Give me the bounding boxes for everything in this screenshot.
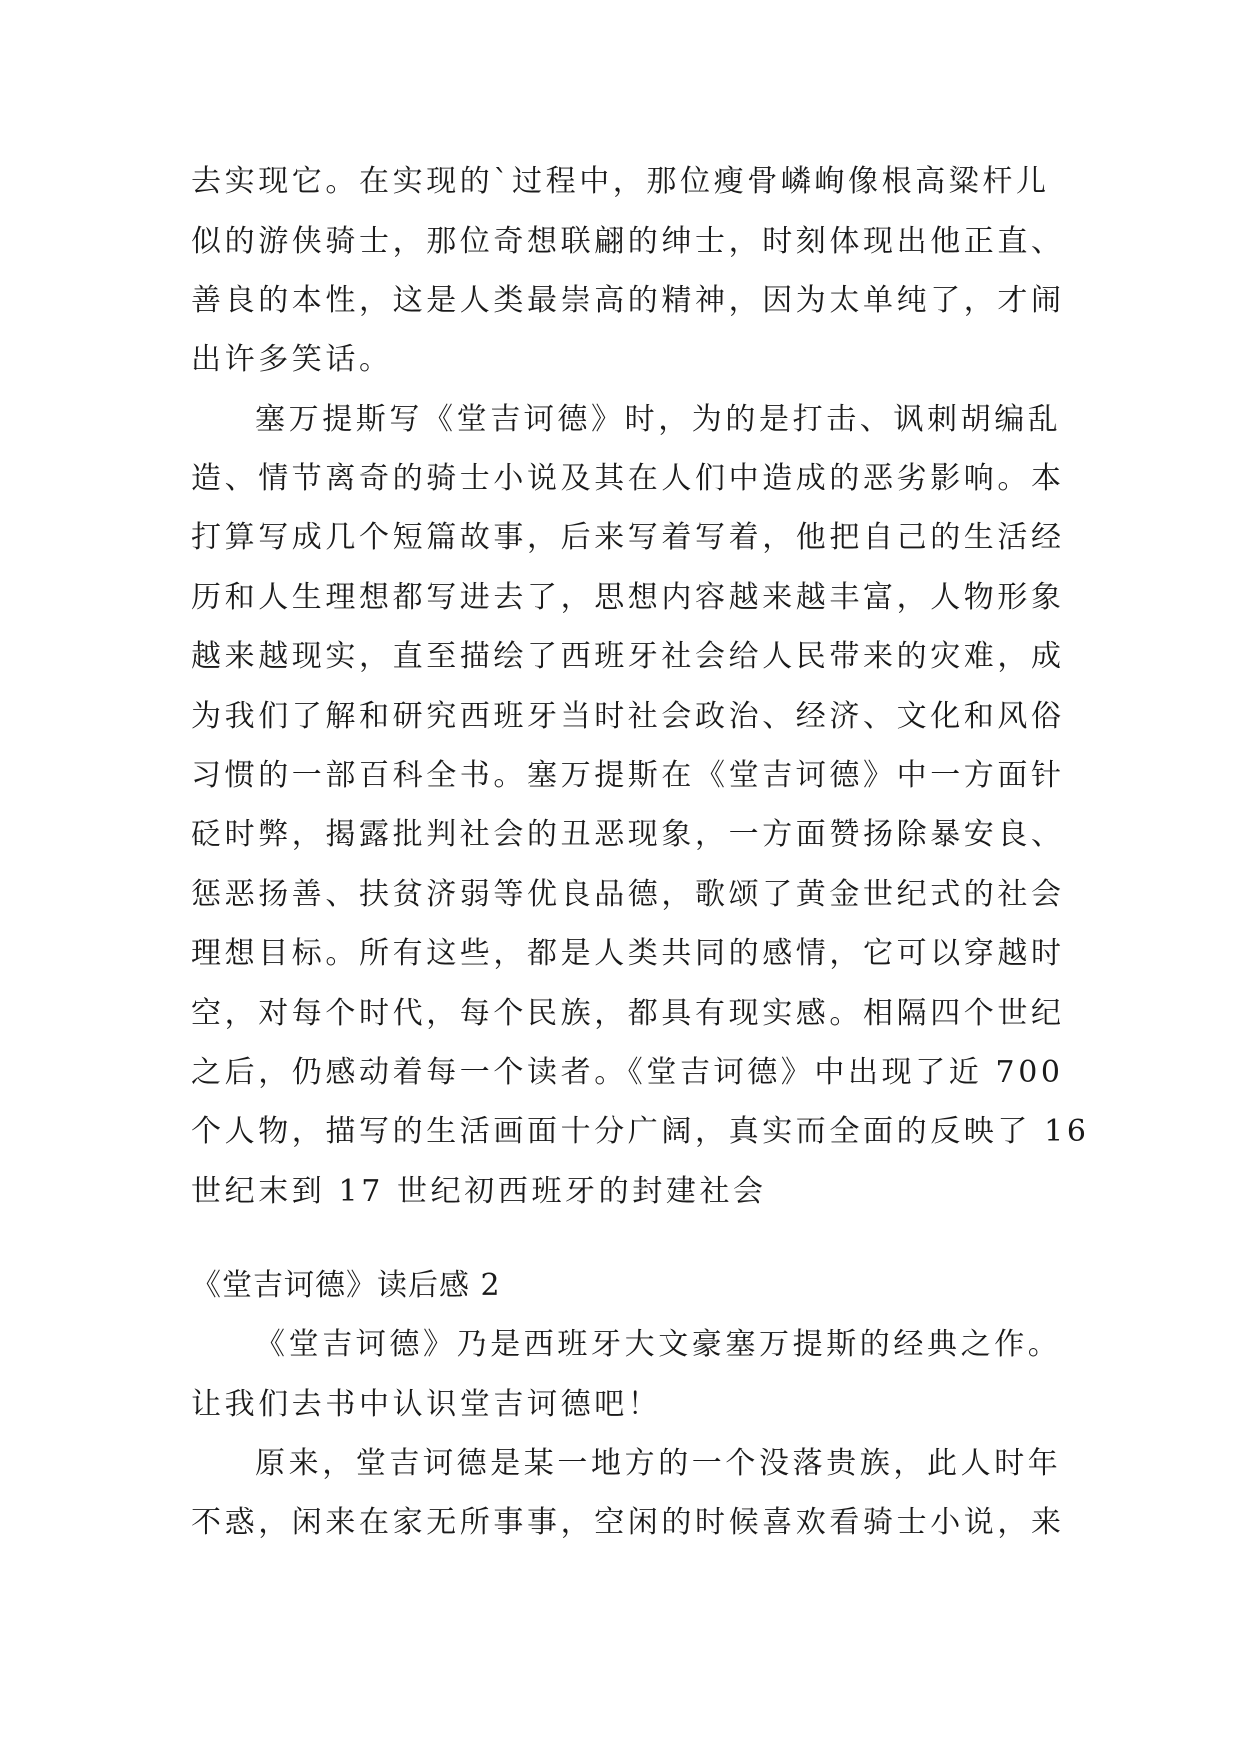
paragraph-1-line-3: 善良的本性，这是人类最崇高的精神，因为太单纯了，才闹 bbox=[191, 283, 1065, 318]
section-heading: 《堂吉诃德》读后感 2 bbox=[191, 1268, 501, 1303]
paragraph-2-line-2: 造、情节离奇的骑士小说及其在人们中造成的恶劣影响。本 bbox=[191, 461, 1065, 496]
paragraph-2-line-8: 砭时弊，揭露批判社会的丑恶现象，一方面赞扬除暴安良、 bbox=[191, 817, 1065, 852]
paragraph-2-line-9: 惩恶扬善、扶贫济弱等优良品德，歌颂了黄金世纪式的社会 bbox=[191, 877, 1065, 912]
paragraph-3-line-2: 让我们去书中认识堂吉诃德吧！ bbox=[191, 1387, 662, 1422]
paragraph-4-line-2: 不惑，闲来在家无所事事，空闲的时候喜欢看骑士小说，来 bbox=[191, 1505, 1065, 1540]
paragraph-2-line-12: 之后，仍感动着每一个读者。《堂吉诃德》中出现了近 700 bbox=[191, 1055, 1064, 1090]
paragraph-3-line-1: 《堂吉诃德》乃是西班牙大文豪塞万提斯的经典之作。 bbox=[255, 1327, 1062, 1362]
paragraph-2-line-4: 历和人生理想都写进去了，思想内容越来越丰富，人物形象 bbox=[191, 580, 1065, 615]
paragraph-1-line-2: 似的游侠骑士，那位奇想联翩的绅士，时刻体现出他正直、 bbox=[191, 224, 1065, 259]
paragraph-1-line-1: 去实现它。在实现的`过程中，那位瘦骨嶙峋像根高粱杆儿 bbox=[191, 164, 1050, 199]
paragraph-4-line-1: 原来，堂吉诃德是某一地方的一个没落贵族，此人时年 bbox=[255, 1446, 1062, 1481]
paragraph-2-line-1: 塞万提斯写《堂吉诃德》时，为的是打击、讽刺胡编乱 bbox=[255, 402, 1062, 437]
paragraph-2-line-10: 理想目标。所有这些，都是人类共同的感情，它可以穿越时 bbox=[191, 936, 1065, 971]
paragraph-1-line-4: 出许多笑话。 bbox=[191, 342, 393, 377]
paragraph-2-line-14: 世纪末到 17 世纪初西班牙的封建社会 bbox=[191, 1174, 767, 1209]
paragraph-2-line-6: 为我们了解和研究西班牙当时社会政治、经济、文化和风俗 bbox=[191, 699, 1065, 734]
paragraph-2-line-7: 习惯的一部百科全书。塞万提斯在《堂吉诃德》中一方面针 bbox=[191, 758, 1065, 793]
paragraph-2-line-5: 越来越现实，直至描绘了西班牙社会给人民带来的灾难，成 bbox=[191, 639, 1065, 674]
paragraph-2-line-13: 个人物，描写的生活画面十分广阔，真实而全面的反映了 16 bbox=[191, 1114, 1090, 1149]
paragraph-2-line-3: 打算写成几个短篇故事，后来写着写着，他把自己的生活经 bbox=[191, 520, 1065, 555]
paragraph-2-line-11: 空，对每个时代，每个民族，都具有现实感。相隔四个世纪 bbox=[191, 996, 1065, 1031]
